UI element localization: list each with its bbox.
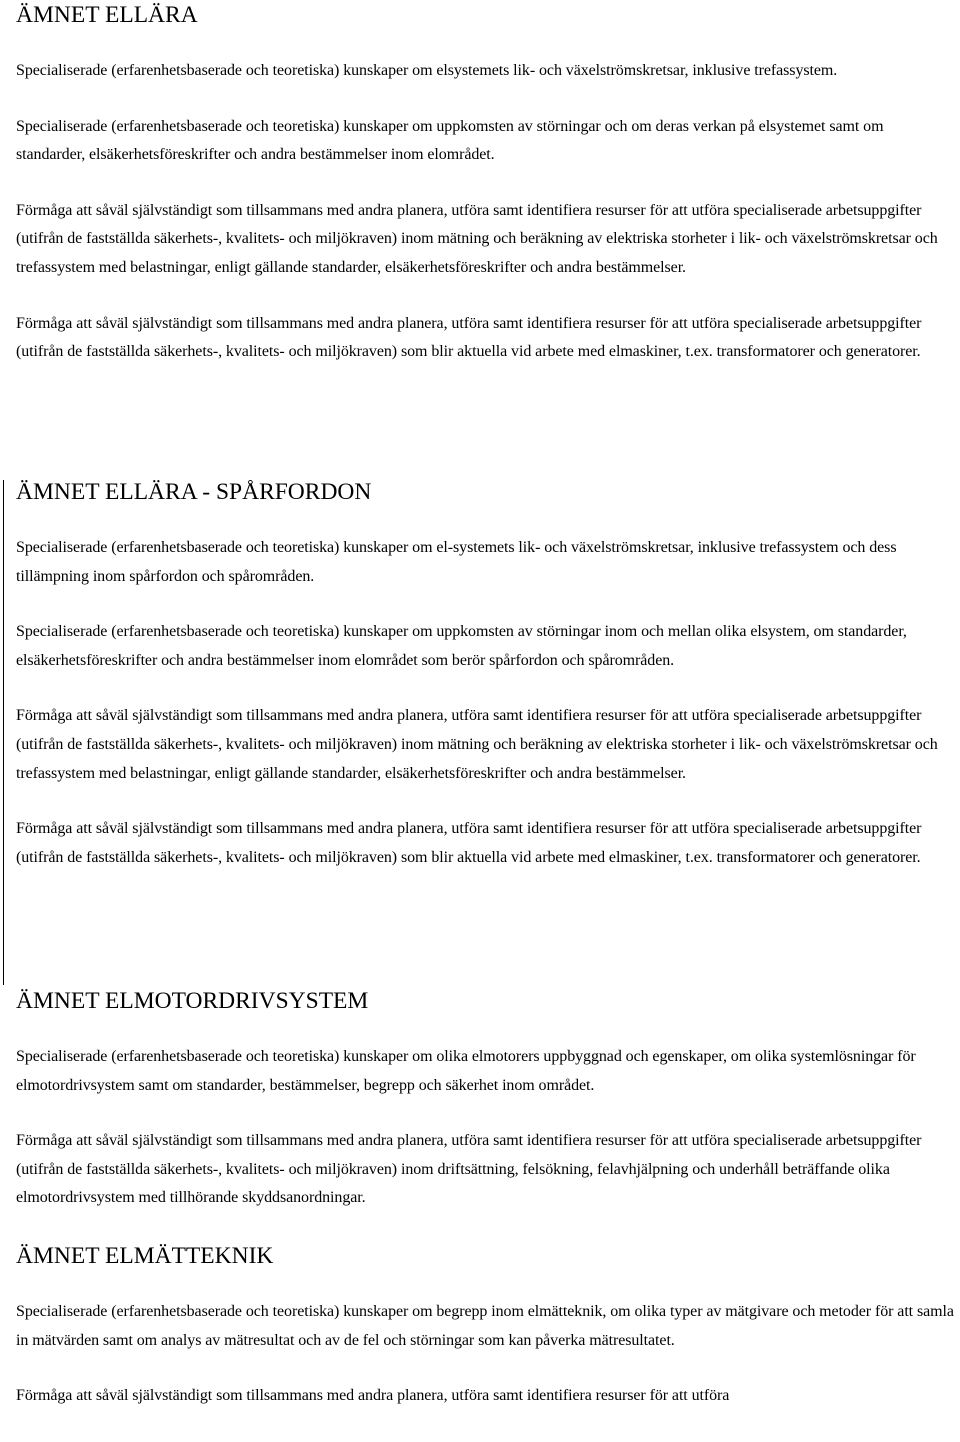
paragraph: Specialiserade (erfarenhetsbaserade och teoretiska) kunskaper om begrepp inom elmätteknik, om olika typer av mätgivare och metoder för att samla in mätvärden samt om analys av mätresultat och av de fel och störningar som kan påverka mätresultatet. xyxy=(16,1303,954,1349)
paragraph: Specialiserade (erfarenhetsbaserade och teoretiska) kunskaper om olika elmotorers uppbyggnad och egenskaper, om olika systemlösningar för elmotordrivsystem samt om standarder, bestämmelser, begrepp och säkerhet inom området. xyxy=(16,1048,916,1094)
section-heading: ÄMNET ELLÄRA - SPÅRFORDON xyxy=(16,479,372,505)
section-elmotordrivsystem xyxy=(16,986,956,1213)
margin-rule xyxy=(3,480,4,985)
paragraph: Förmåga att såväl självständigt som tillsammans med andra planera, utföra samt identifiera resurser för att utföra xyxy=(16,1387,730,1405)
paragraph: Specialiserade (erfarenhetsbaserade och teoretiska) kunskaper om uppkomsten av störningar inom och mellan olika elsystem, om standarder, elsäkerhetsföreskrifter och andra bestämmelser inom elområdet som berör spårfordon och spårområden. xyxy=(16,623,907,669)
paragraph: Specialiserade (erfarenhetsbaserade och teoretiska) kunskaper om elsystemets lik- och växelströmskretsar, inklusive trefassystem. xyxy=(16,62,838,79)
section-heading: ÄMNET ELMÄTTEKNIK xyxy=(16,1243,274,1269)
paragraph: Förmåga att såväl självständigt som tillsammans med andra planera, utföra samt identifiera resurser för att utföra specialiserade arbetsuppgifter (utifrån de fastställda säkerhets-, kvalitets- och miljökraven) som blir aktuella vid arbete med elmaskiner, t.ex. transformatorer och generatorer. xyxy=(16,314,922,361)
paragraph: Specialiserade (erfarenhetsbaserade och teoretiska) kunskaper om uppkomsten av störningar och om deras verkan på elsystemet samt om standarder, elsäkerhetsföreskrifter och andra bestämmelser inom elområdet. xyxy=(16,117,884,164)
section-heading: ÄMNET ELMOTORDRIVSYSTEM xyxy=(16,988,369,1014)
section-ellara-sparfordon xyxy=(16,477,956,872)
paragraph: Förmåga att såväl självständigt som tillsammans med andra planera, utföra samt identifiera resurser för att utföra specialiserade arbetsuppgifter (utifrån de fastställda säkerhets-, kvalitets- och miljökraven) inom driftsättning, felsökning, felavhjälpning och underhåll beträffande olika elmotordrivsystem med tillhörande skyddsanordningar. xyxy=(16,1132,922,1207)
section-ellara xyxy=(16,0,956,367)
section-heading: ÄMNET ELLÄRA xyxy=(16,2,198,28)
paragraph: Förmåga att såväl självständigt som tillsammans med andra planera, utföra samt identifiera resurser för att utföra specialiserade arbetsuppgifter (utifrån de fastställda säkerhets-, kvalitets- och miljökraven) som blir aktuella vid arbete med elmaskiner, t.ex. transformatorer och generatorer. xyxy=(16,820,922,866)
paragraph: Specialiserade (erfarenhetsbaserade och teoretiska) kunskaper om el-systemets lik- och växelströmskretsar, inklusive trefassystem och dess tillämpning inom spårfordon och spårområden. xyxy=(16,539,897,585)
paragraph: Förmåga att såväl självständigt som tillsammans med andra planera, utföra samt identifiera resurser för att utföra specialiserade arbetsuppgifter (utifrån de fastställda säkerhets-, kvalitets- och miljökraven) inom mätning och beräkning av elektriska storheter i lik- och växelströmskretsar och trefassystem med belastningar, enligt gällande standarder, elsäkerhetsföreskrifter och andra bestämmelser. xyxy=(16,707,938,782)
section-elmatteknik xyxy=(16,1241,956,1411)
paragraph: Förmåga att såväl självständigt som tillsammans med andra planera, utföra samt identifiera resurser för att utföra specialiserade arbetsuppgifter (utifrån de fastställda säkerhets-, kvalitets- och miljökraven) inom mätning och beräkning av elektriska storheter i lik- och växelströmskretsar och trefassystem med belastningar, enligt gällande standarder, elsäkerhetsföreskrifter och andra bestämmelser. xyxy=(16,201,938,276)
